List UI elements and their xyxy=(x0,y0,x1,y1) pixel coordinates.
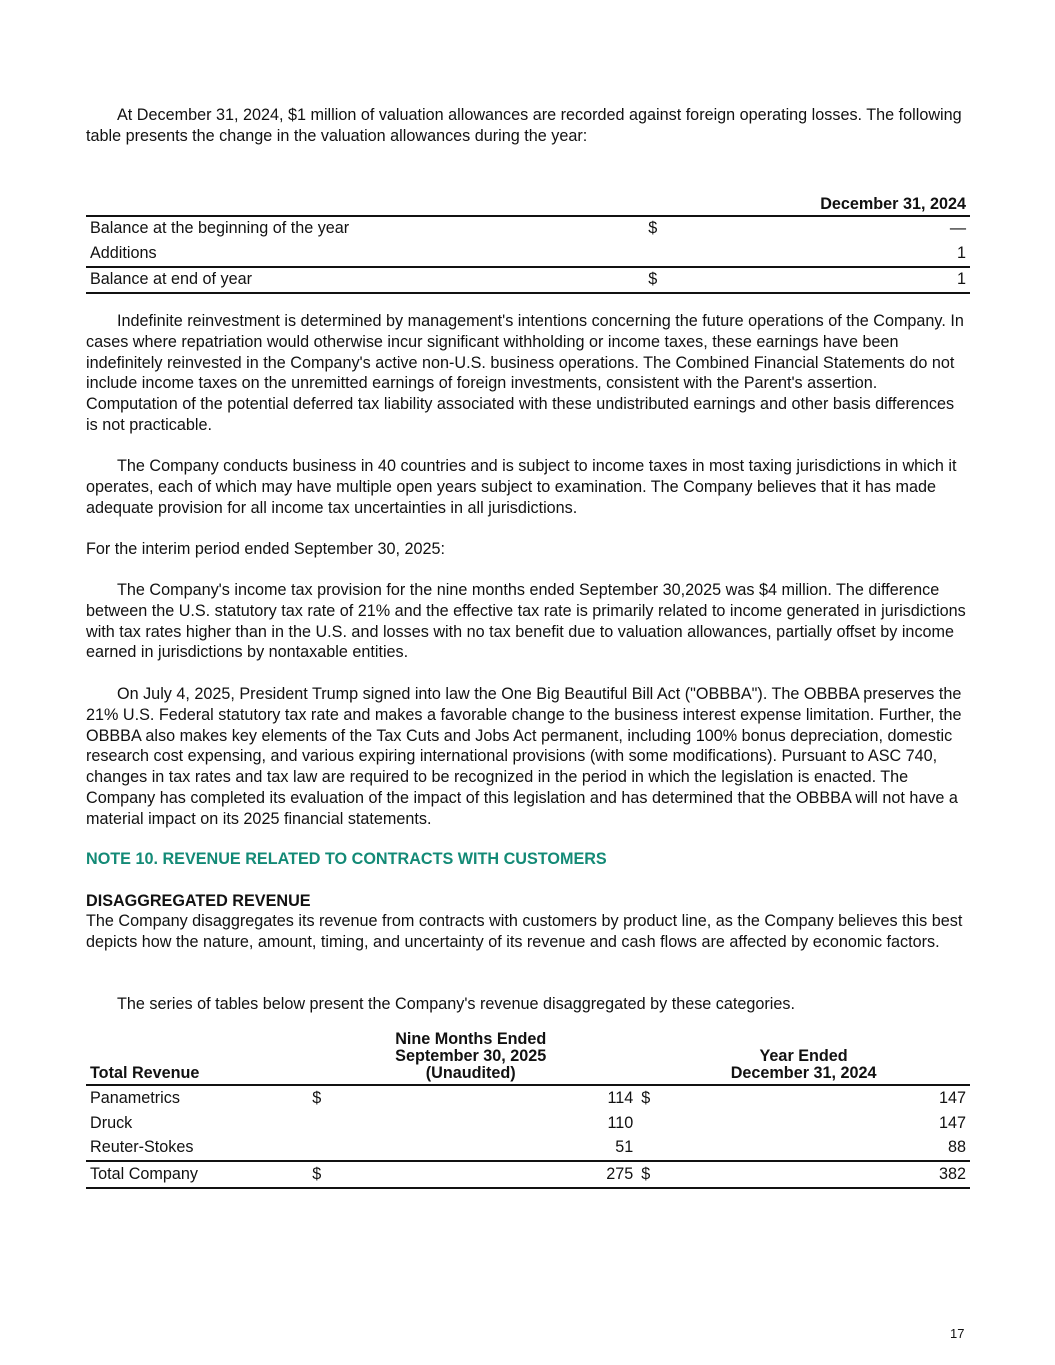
column-header: December 31, 2024 xyxy=(644,188,970,216)
paragraph-interim-period: For the interim period ended September 30, 2025: xyxy=(86,540,446,558)
revenue-table xyxy=(86,1031,970,1189)
column-header-nine-months: Nine Months Ended September 30, 2025 (Unaudited) xyxy=(395,1030,547,1082)
value: 88 xyxy=(947,1138,966,1157)
value: 110 xyxy=(607,1113,634,1132)
value: 275 xyxy=(606,1164,634,1183)
paragraph-indefinite-reinvestment: Indefinite reinvestment is determined by management's intentions concerning the future operations of the Company. In cases where repatriation would otherwise incur significant withholding or income taxes, these earnings have been indefinitely reinvested in the Company's active non-U.S. business operations. The Combined Financial Statements do not include income taxes on the unremitted earnings of foreign investments, consistent with the Parent's assertion. Computation of the potential deferred tax liability associated with these undistributed earnings and other basis differences is not practicable. xyxy=(86,312,964,434)
row-label: Balance at the beginning of the year xyxy=(90,219,350,238)
table-row xyxy=(86,216,970,242)
page-number: 17 xyxy=(950,1326,965,1341)
currency: $ xyxy=(312,1089,322,1108)
table-row xyxy=(86,1111,970,1136)
currency xyxy=(304,1136,336,1162)
currency xyxy=(644,241,672,267)
currency: $ xyxy=(648,219,658,238)
table-row xyxy=(86,1085,970,1111)
column-header-year-ended: Year Ended December 31, 2024 xyxy=(730,1047,877,1082)
value: 51 xyxy=(615,1138,634,1157)
row-label: Panametrics xyxy=(90,1089,180,1108)
currency: $ xyxy=(641,1089,651,1108)
value: 1 xyxy=(956,270,966,289)
paragraph-valuation-intro: At December 31, 2024, $1 million of valuation allowances are recorded against foreign operating losses. The following table presents the change in the valuation allowances during the year: xyxy=(86,106,962,145)
paragraph-countries: The Company conducts business in 40 countries and is subject to income taxes in most taxing jurisdictions in which it operates, each of which may have multiple open years subject to examination. The Company believes that it has made adequate provision for all income tax uncertainties in all jurisdictions. xyxy=(86,457,957,517)
currency xyxy=(637,1136,665,1162)
currency xyxy=(304,1111,336,1136)
currency: $ xyxy=(312,1164,322,1183)
table-row xyxy=(86,241,970,267)
currency: $ xyxy=(641,1164,651,1183)
row-label: Reuter-Stokes xyxy=(90,1138,194,1157)
table-row xyxy=(86,1136,970,1162)
currency: $ xyxy=(648,270,658,289)
column-header-total-revenue: Total Revenue xyxy=(90,1064,200,1082)
row-label: Druck xyxy=(90,1113,133,1132)
row-label: Total Company xyxy=(90,1164,198,1183)
value: 1 xyxy=(956,243,966,262)
value: — xyxy=(949,219,966,238)
row-label: Additions xyxy=(90,243,157,262)
row-label: Balance at end of year xyxy=(90,270,252,289)
value: 147 xyxy=(938,1113,966,1132)
paragraph-series-tables: The series of tables below present the Company's revenue disaggregated by these categories. xyxy=(117,995,795,1013)
paragraph-obbba: On July 4, 2025, President Trump signed into law the One Big Beautiful Bill Act ("OBBBA"). The OBBBA preserves the 21% U.S. Federal statutory tax rate and makes a favorable change to the business interest expense limitation. Further, the OBBBA also makes key elements of the Tax Cuts and Jobs Act permanent, including 100% bonus depreciation, domestic research cost expensing, and various expiring international provisions (with some modifications). Pursuant to ASC 740, changes in tax rates and tax law are required to be recognized in the period in which the legislation is enacted. The Company has completed its evaluation of the impact of this legislation and has determined that the OBBBA will not have a material impact on its 2025 financial statements. xyxy=(86,685,962,828)
paragraph-tax-provision: The Company's income tax provision for the nine months ended September 30,2025 was $4 million. The difference between the U.S. statutory tax rate of 21% and the effective tax rate is primarily related to income generated in jurisdictions with tax rates higher than in the U.S. and losses with no tax benefit due to valuation allowances, partially offset by income earned in jurisdictions by nontaxable entities. xyxy=(86,581,966,662)
section-heading: DISAGGREGATED REVENUE xyxy=(86,892,311,910)
paragraph-disaggregation: The Company disaggregates its revenue from contracts with customers by product line, as the Company believes this best depicts how the nature, amount, timing, and uncertainty of its revenue and cash flows are affected by economic factors. xyxy=(86,912,963,951)
value: 382 xyxy=(938,1164,966,1183)
table-row-total xyxy=(86,267,970,294)
currency xyxy=(637,1111,665,1136)
valuation-allowance-table xyxy=(86,188,970,294)
value: 114 xyxy=(607,1089,634,1108)
note-heading: NOTE 10. REVENUE RELATED TO CONTRACTS WITH CUSTOMERS xyxy=(86,850,607,868)
value: 147 xyxy=(938,1089,966,1108)
table-row-total xyxy=(86,1161,970,1188)
